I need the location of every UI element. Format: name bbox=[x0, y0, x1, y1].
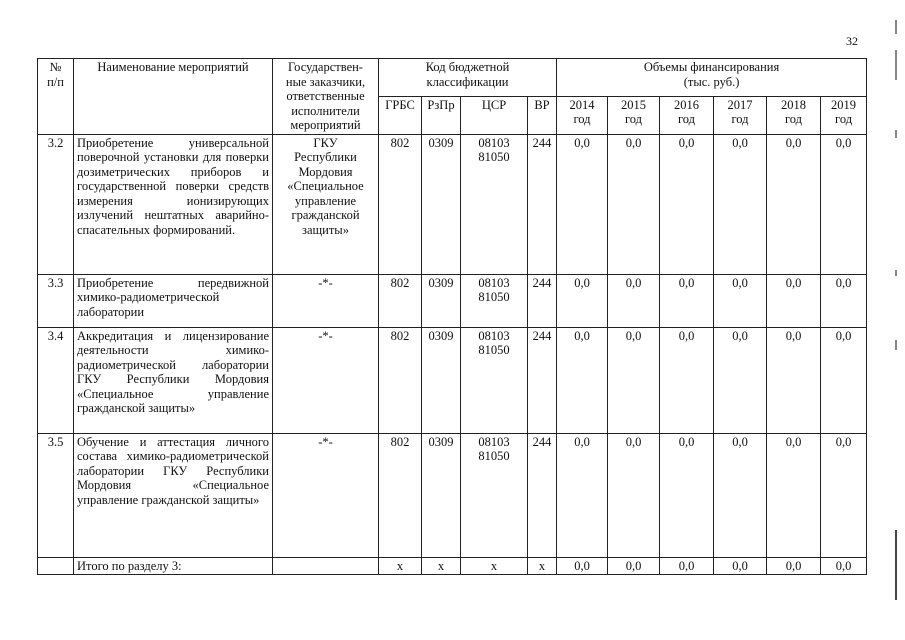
row-grbs: 802 bbox=[379, 134, 422, 274]
total-num-empty bbox=[38, 557, 74, 575]
header-financing: Объемы финансирования (тыс. руб.) bbox=[557, 59, 867, 97]
row-value-2016: 0,0 bbox=[660, 327, 714, 433]
financing-table bbox=[37, 58, 867, 575]
page-number: 32 bbox=[846, 34, 858, 48]
row-number: 3.5 bbox=[38, 433, 74, 557]
header-vr: ВР bbox=[528, 96, 557, 134]
header-year-2014: 2014 год bbox=[557, 96, 608, 134]
table-row bbox=[38, 134, 867, 274]
row-vr: 244 bbox=[528, 433, 557, 557]
table-row bbox=[38, 433, 867, 557]
row-csr: 08103 81050 bbox=[461, 134, 528, 274]
total-value-2019: 0,0 bbox=[821, 557, 867, 575]
header-row-1 bbox=[38, 59, 867, 97]
row-value-2019: 0,0 bbox=[821, 134, 867, 274]
header-year-2016: 2016 год bbox=[660, 96, 714, 134]
row-value-2018: 0,0 bbox=[767, 134, 821, 274]
row-vr: 244 bbox=[528, 134, 557, 274]
total-value-2015: 0,0 bbox=[608, 557, 660, 575]
total-label: Итого по разделу 3: bbox=[74, 557, 273, 575]
row-value-2019: 0,0 bbox=[821, 274, 867, 327]
row-rzpr: 0309 bbox=[422, 327, 461, 433]
row-name: Аккредитация и лицензирование деятельности химико-радиометрической лаборатории ГКУ Республики Мордовия «Специальное управление гражданской защиты» bbox=[74, 327, 273, 433]
row-value-2018: 0,0 bbox=[767, 327, 821, 433]
row-value-2019: 0,0 bbox=[821, 327, 867, 433]
row-vr: 244 bbox=[528, 327, 557, 433]
row-name: Приобретение универсальной поверочной установки для поверки дозиметрических приборов и государственной поверки средств измерения ионизирующих излучений нештатных аварийно-спасательных формирований. bbox=[74, 134, 273, 274]
row-name: Обучение и аттестация личного состава химико-радиометрической лаборатории ГКУ Республики Мордовия «Специальное управление гражданской защиты» bbox=[74, 433, 273, 557]
row-customer: -*- bbox=[273, 274, 379, 327]
header-year-2018: 2018 год bbox=[767, 96, 821, 134]
total-value-2014: 0,0 bbox=[557, 557, 608, 575]
row-value-2017: 0,0 bbox=[714, 327, 767, 433]
table-row bbox=[38, 274, 867, 327]
row-value-2016: 0,0 bbox=[660, 134, 714, 274]
total-value-2017: 0,0 bbox=[714, 557, 767, 575]
row-grbs: 802 bbox=[379, 327, 422, 433]
row-value-2016: 0,0 bbox=[660, 274, 714, 327]
total-rzpr: х bbox=[422, 557, 461, 575]
row-value-2016: 0,0 bbox=[660, 433, 714, 557]
header-year-2019: 2019 год bbox=[821, 96, 867, 134]
row-number: 3.2 bbox=[38, 134, 74, 274]
row-value-2017: 0,0 bbox=[714, 274, 767, 327]
table-row bbox=[38, 327, 867, 433]
row-value-2017: 0,0 bbox=[714, 433, 767, 557]
row-csr: 08103 81050 bbox=[461, 433, 528, 557]
row-rzpr: 0309 bbox=[422, 433, 461, 557]
row-customer: -*- bbox=[273, 327, 379, 433]
row-number: 3.4 bbox=[38, 327, 74, 433]
header-num: № п/п bbox=[38, 59, 74, 135]
row-value-2015: 0,0 bbox=[608, 433, 660, 557]
total-row bbox=[38, 557, 867, 575]
header-grbs: ГРБС bbox=[379, 96, 422, 134]
row-value-2014: 0,0 bbox=[557, 134, 608, 274]
total-customer-empty bbox=[273, 557, 379, 575]
header-csr: ЦСР bbox=[461, 96, 528, 134]
row-customer: -*- bbox=[273, 433, 379, 557]
row-value-2014: 0,0 bbox=[557, 433, 608, 557]
row-csr: 08103 81050 bbox=[461, 327, 528, 433]
row-vr: 244 bbox=[528, 274, 557, 327]
total-grbs: х bbox=[379, 557, 422, 575]
row-value-2017: 0,0 bbox=[714, 134, 767, 274]
header-year-2015: 2015 год bbox=[608, 96, 660, 134]
row-value-2015: 0,0 bbox=[608, 327, 660, 433]
header-year-2017: 2017 год bbox=[714, 96, 767, 134]
row-value-2019: 0,0 bbox=[821, 433, 867, 557]
header-rzpr: РзПр bbox=[422, 96, 461, 134]
row-rzpr: 0309 bbox=[422, 134, 461, 274]
row-value-2014: 0,0 bbox=[557, 274, 608, 327]
row-value-2018: 0,0 bbox=[767, 274, 821, 327]
row-value-2015: 0,0 bbox=[608, 274, 660, 327]
header-name: Наименование мероприятий bbox=[74, 59, 273, 135]
total-value-2018: 0,0 bbox=[767, 557, 821, 575]
row-number: 3.3 bbox=[38, 274, 74, 327]
row-value-2015: 0,0 bbox=[608, 134, 660, 274]
row-rzpr: 0309 bbox=[422, 274, 461, 327]
row-grbs: 802 bbox=[379, 274, 422, 327]
row-csr: 08103 81050 bbox=[461, 274, 528, 327]
row-customer: ГКУ Республики Мордовия «Специальное управление гражданской защиты» bbox=[273, 134, 379, 274]
scan-edge-marks bbox=[895, 10, 899, 630]
row-grbs: 802 bbox=[379, 433, 422, 557]
total-value-2016: 0,0 bbox=[660, 557, 714, 575]
total-vr: х bbox=[528, 557, 557, 575]
header-budget-code: Код бюджетной классификации bbox=[379, 59, 557, 97]
total-csr: х bbox=[461, 557, 528, 575]
row-value-2014: 0,0 bbox=[557, 327, 608, 433]
header-customers: Государствен- ные заказчики, ответственные исполнители мероприятий bbox=[273, 59, 379, 135]
row-value-2018: 0,0 bbox=[767, 433, 821, 557]
row-name: Приобретение передвижной химико-радиометрической лаборатории bbox=[74, 274, 273, 327]
